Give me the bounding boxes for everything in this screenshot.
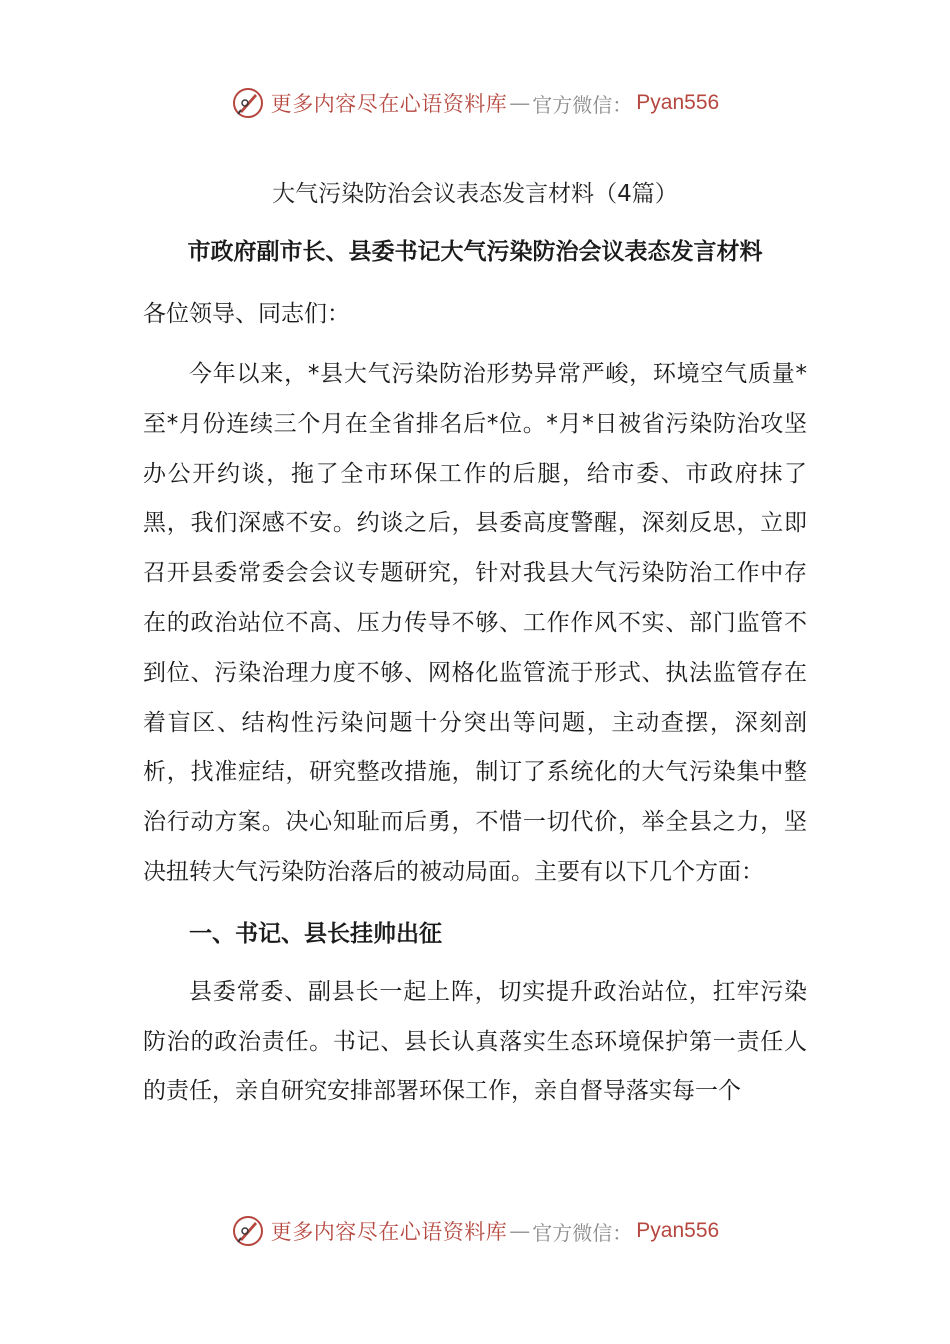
section-heading: 一、书记、县长挂帅出征 [189, 920, 442, 947]
banner-slogan: 更多内容尽在心语资料库 [270, 1220, 508, 1244]
wechat-id: Pyan556 [636, 1219, 720, 1242]
salutation: 各位领导、同志们： [143, 301, 350, 327]
banner-slogan: 更多内容尽在心语资料库 [270, 92, 508, 116]
wechat-label: 官方微信： [532, 1220, 633, 1245]
document-subtitle: 市政府副市长、县委书记大气污染防治会议表态发言材料 [187, 239, 763, 265]
header-banner [0, 83, 950, 123]
banner-separator: — [509, 91, 531, 115]
quill-logo-icon [231, 86, 265, 120]
document-title: 大气污染防治会议表态发言材料（4篇） [272, 181, 678, 207]
paragraph: 县委常委、副县长一起上阵，切实提升政治站位，扛牢污染防治的政治责任。书记、县长认真落实生态环境保护第一责任人的责任，亲自研究安排部署环保工作，亲自督导落实每一个 [143, 978, 807, 1105]
footer-banner [0, 1211, 950, 1251]
paragraph: 今年以来，*县大气污染防治形势异常严峻，环境空气质量*至*月份连续三个月在全省排名后*位。*月*日被省污染防治攻坚办公开约谈，拖了全市环保工作的后腿，给市委、市政府抹了黑，我们深感不安。约谈之后，县委高度警醒，深刻反思，立即召开县委常委会会议专题研究，针对我县大气污染防治工作中存在的政治站位不高、压力传导不够、工作作风不实、部门监管不到位、污染治理力度不够、网格化监管流于形式、执法监管存在着盲区、结构性污染问题十分突出等问题，主动查摆，深刻剖析，找准症结，研究整改措施，制订了系统化的大气污染集中整治行动方案。决心知耻而后勇，不惜一切代价，举全县之力，坚决扭转大气污染防治落后的被动局面。主要有以下几个方面： [143, 361, 807, 885]
document-body [143, 168, 807, 1117]
wechat-id: Pyan556 [636, 91, 720, 114]
quill-logo-icon [231, 1214, 265, 1248]
wechat-label: 官方微信： [532, 92, 633, 117]
banner-separator: — [509, 1219, 531, 1243]
